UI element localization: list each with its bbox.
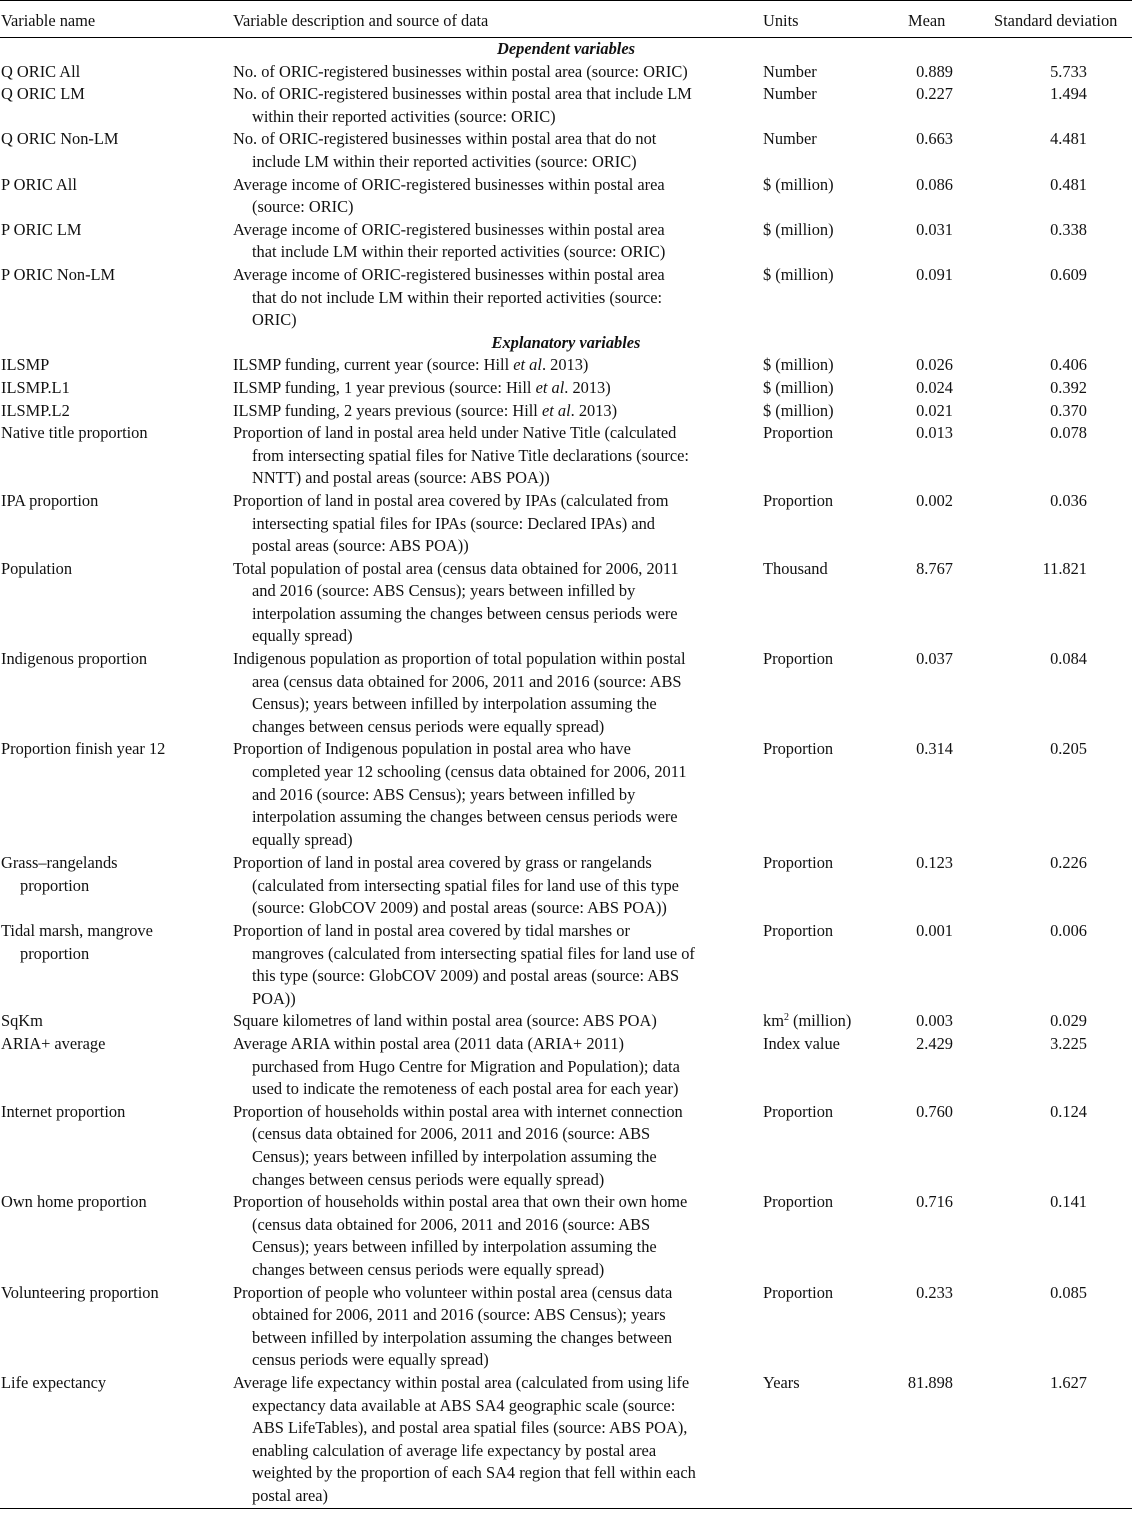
table-row bbox=[0, 400, 1132, 423]
var-units: Years bbox=[763, 1373, 800, 1393]
var-desc: No. of ORIC-registered businesses within postal area that include LM within their reported activities (source: ORIC) bbox=[233, 84, 692, 126]
var-units: Proportion bbox=[763, 853, 834, 873]
var-name: Life expectancy bbox=[1, 1373, 107, 1393]
table-row bbox=[0, 738, 1132, 852]
var-desc: No. of ORIC-registered businesses within postal area that do not include LM within their reported activities (source: ORIC) bbox=[233, 129, 657, 171]
var-desc: Average income of ORIC-registered businesses within postal area that include LM within their reported activities (source: ORIC) bbox=[233, 219, 666, 262]
var-units: $ (million) bbox=[763, 355, 834, 375]
var-sd: 3.225 bbox=[1050, 1034, 1087, 1054]
var-mean: 0.123 bbox=[916, 853, 953, 873]
var-name: SqKm bbox=[1, 1011, 43, 1031]
var-sd: 0.226 bbox=[1050, 853, 1087, 873]
var-units: $ (million) bbox=[763, 264, 834, 284]
var-sd: 0.205 bbox=[1050, 739, 1087, 759]
var-units: Index value bbox=[763, 1034, 840, 1054]
var-units: Proportion bbox=[763, 1101, 834, 1121]
var-sd: 0.609 bbox=[1050, 264, 1087, 284]
var-sd: 1.494 bbox=[1050, 84, 1087, 104]
var-sd: 1.627 bbox=[1050, 1373, 1087, 1393]
var-name: Grass–rangelands proportion bbox=[1, 853, 118, 895]
var-sd: 0.124 bbox=[1050, 1101, 1087, 1121]
var-desc: Indigenous population as proportion of total population within postal area (census data obtained for 2006, 2011 and 2016 (source: ABS Census); years between infilled by interpolation assuming the changes between census periods were equally spread) bbox=[233, 649, 686, 736]
var-desc: ILSMP funding, 1 year previous (source: Hill et al. 2013) bbox=[233, 377, 611, 397]
var-desc: Proportion of Indigenous population in postal area who have completed year 12 schooling (census data obtained for 2006, 2011 and 2016 (source: ABS Census); years between infilled by interpolation assuming the changes between census periods were equally spread) bbox=[233, 739, 687, 849]
var-sd: 0.481 bbox=[1050, 174, 1087, 194]
var-desc: Proportion of land in postal area covered by tidal marshes or mangroves (calculated from intersecting spatial files for land use of this type (source: GlobCOV 2009) and postal areas (source: ABS POA)) bbox=[233, 921, 695, 1008]
table-row bbox=[0, 558, 1132, 648]
var-mean: 0.031 bbox=[916, 219, 953, 239]
var-desc: Proportion of people who volunteer within postal area (census data obtained for 2006, 2011 and 2016 (source: ABS Census); years between infilled by interpolation assuming the changes between census periods were equally spread) bbox=[233, 1282, 673, 1370]
var-mean: 2.429 bbox=[916, 1034, 953, 1054]
var-desc: Proportion of households within postal area with internet connection (census data obtained for 2006, 2011 and 2016 (source: ABS Census); years between infilled by interpolation assuming the changes between census periods were equally spread) bbox=[233, 1101, 683, 1189]
var-units: Proportion bbox=[763, 1282, 834, 1302]
var-sd: 0.406 bbox=[1050, 355, 1087, 375]
var-name: P ORIC LM bbox=[1, 219, 82, 239]
var-mean: 0.003 bbox=[916, 1011, 953, 1031]
table-row bbox=[0, 422, 1132, 490]
var-desc: Average income of ORIC-registered businesses within postal area (source: ORIC) bbox=[233, 174, 665, 217]
var-units: Proportion bbox=[763, 490, 834, 510]
var-mean: 0.086 bbox=[916, 174, 953, 194]
var-desc: Average life expectancy within postal area (calculated from using life expectancy data available at ABS SA4 geographic scale (source: ABS LifeTables), and postal area spatial files (source: ABS POA), enabling calculation of average life expectancy by postal area weighted by the proportion of each SA4 region that fell within each postal area) bbox=[233, 1373, 696, 1505]
header-description: Variable description and source of data bbox=[233, 11, 489, 30]
var-sd: 0.078 bbox=[1050, 423, 1087, 443]
section-title: Dependent variables bbox=[497, 39, 635, 58]
var-sd: 0.370 bbox=[1050, 400, 1087, 420]
var-sd: 0.338 bbox=[1050, 219, 1087, 239]
var-sd: 0.085 bbox=[1050, 1282, 1087, 1302]
var-name: Own home proportion bbox=[1, 1192, 147, 1212]
var-sd: 0.084 bbox=[1050, 649, 1087, 669]
var-mean: 0.013 bbox=[916, 423, 953, 443]
var-name: Q ORIC All bbox=[1, 61, 81, 81]
table-header bbox=[0, 0, 1132, 38]
var-mean: 0.024 bbox=[916, 377, 953, 397]
table-row bbox=[0, 1372, 1132, 1509]
var-sd: 0.141 bbox=[1050, 1192, 1087, 1212]
var-name: ARIA+ average bbox=[1, 1034, 106, 1054]
section-explanatory bbox=[0, 332, 1132, 355]
var-desc: Proportion of land in postal area covered by grass or rangelands (calculated from intersecting spatial files for land use of this type (source: GlobCOV 2009) and postal areas (source: ABS POA)) bbox=[233, 853, 679, 918]
section-dependent bbox=[0, 38, 1132, 61]
var-name: IPA proportion bbox=[1, 490, 99, 510]
table-row bbox=[0, 354, 1132, 377]
table-row bbox=[0, 264, 1132, 332]
table-row bbox=[0, 1282, 1132, 1372]
var-units: Number bbox=[763, 129, 817, 149]
header-units: Units bbox=[763, 11, 799, 30]
var-name: P ORIC All bbox=[1, 174, 77, 194]
var-units: Number bbox=[763, 61, 817, 81]
var-units: $ (million) bbox=[763, 219, 834, 239]
table-row bbox=[0, 83, 1132, 128]
table-row bbox=[0, 648, 1132, 738]
section-title: Explanatory variables bbox=[491, 332, 641, 352]
var-sd: 4.481 bbox=[1050, 129, 1087, 149]
var-units: Number bbox=[763, 84, 817, 104]
var-name: Tidal marsh, mangrove proportion bbox=[1, 921, 153, 963]
var-units: Proportion bbox=[763, 921, 834, 941]
var-mean: 0.716 bbox=[916, 1192, 953, 1212]
var-mean: 0.314 bbox=[916, 739, 953, 759]
var-name: Proportion finish year 12 bbox=[1, 739, 166, 759]
var-name: ILSMP.L1 bbox=[1, 377, 70, 397]
table-row bbox=[0, 377, 1132, 400]
var-mean: 0.091 bbox=[916, 264, 953, 284]
var-sd: 11.821 bbox=[1042, 558, 1087, 578]
var-units: $km^2$ (million) bbox=[763, 1011, 852, 1031]
var-desc: Proportion of households within postal area that own their own home (census data obtained for 2006, 2011 and 2016 (source: ABS Census); years between infilled by interpolation assuming the changes between census periods were equally spread) bbox=[233, 1192, 688, 1280]
var-mean: 0.233 bbox=[916, 1282, 953, 1302]
table-row bbox=[0, 1010, 1132, 1033]
var-sd: 0.006 bbox=[1050, 921, 1087, 941]
var-desc: No. of ORIC-registered businesses within postal area (source: ORIC) bbox=[233, 61, 688, 81]
var-sd: 0.029 bbox=[1050, 1011, 1087, 1031]
table-row bbox=[0, 1191, 1132, 1281]
var-desc: Total population of postal area (census data obtained for 2006, 2011 and 2016 (source: ABS Census); years between infilled by interpolation assuming the changes between census periods were equally spread) bbox=[233, 558, 679, 646]
var-mean: 0.663 bbox=[916, 129, 953, 149]
var-name: P ORIC Non-LM bbox=[1, 264, 116, 284]
var-mean: 8.767 bbox=[916, 558, 953, 578]
var-desc: ILSMP funding, 2 years previous (source: Hill et al. 2013) bbox=[233, 400, 618, 420]
table-row bbox=[0, 1101, 1132, 1191]
var-sd: 0.392 bbox=[1050, 377, 1087, 397]
table-row bbox=[0, 852, 1132, 920]
var-name: Population bbox=[1, 558, 73, 578]
var-mean: 0.002 bbox=[916, 490, 953, 510]
table-row bbox=[0, 490, 1132, 558]
var-mean: 0.889 bbox=[916, 61, 953, 81]
header-sd: Standard deviation bbox=[994, 11, 1118, 30]
var-name: Q ORIC Non-LM bbox=[1, 129, 119, 149]
var-mean: 81.898 bbox=[907, 1373, 953, 1393]
var-units: Proportion bbox=[763, 649, 834, 669]
var-units: Thousand bbox=[763, 558, 828, 578]
table-row bbox=[0, 219, 1132, 264]
var-sd: 5.733 bbox=[1050, 61, 1087, 81]
var-desc: Average income of ORIC-registered businesses within postal area that do not include LM within their reported activities (source: ORIC) bbox=[233, 264, 665, 330]
var-mean: 0.037 bbox=[916, 649, 953, 669]
var-name: Native title proportion bbox=[1, 423, 148, 443]
var-name: Volunteering proportion bbox=[1, 1282, 159, 1302]
var-units: $ (million) bbox=[763, 174, 834, 194]
table-row bbox=[0, 174, 1132, 219]
var-desc: Square kilometres of land within postal area (source: ABS POA) bbox=[233, 1011, 657, 1031]
var-desc: Average ARIA within postal area (2011 data (ARIA+ 2011) purchased from Hugo Centre for Migration and Population); data used to indicate the remoteness of each postal area for each year) bbox=[233, 1034, 680, 1099]
var-units: Proportion bbox=[763, 423, 834, 443]
var-mean: 0.001 bbox=[916, 921, 953, 941]
var-units: Proportion bbox=[763, 739, 834, 759]
var-mean: 0.760 bbox=[916, 1101, 953, 1121]
header-mean: Mean bbox=[908, 11, 946, 30]
var-name: Q ORIC LM bbox=[1, 84, 85, 104]
var-mean: 0.227 bbox=[916, 84, 953, 104]
table-row bbox=[0, 920, 1132, 1010]
var-mean: 0.021 bbox=[916, 400, 953, 420]
var-sd: 0.036 bbox=[1050, 490, 1087, 510]
var-name: Indigenous proportion bbox=[1, 649, 148, 669]
var-name: Internet proportion bbox=[1, 1101, 126, 1121]
var-desc: Proportion of land in postal area held under Native Title (calculated from intersecting spatial files for Native Title declarations (source: NNTT) and postal areas (source: ABS POA)) bbox=[233, 423, 689, 488]
header-variable-name: Variable name bbox=[1, 11, 96, 30]
var-name: ILSMP.L2 bbox=[1, 400, 70, 420]
var-desc: Proportion of land in postal area covered by IPAs (calculated from intersecting spatial files for IPAs (source: Declared IPAs) and postal areas (source: ABS POA)) bbox=[233, 490, 669, 556]
var-mean: 0.026 bbox=[916, 355, 953, 375]
var-units: Proportion bbox=[763, 1192, 834, 1212]
table-row bbox=[0, 128, 1132, 173]
var-name: ILSMP bbox=[1, 355, 50, 375]
table-row bbox=[0, 61, 1132, 84]
var-units: $ (million) bbox=[763, 377, 834, 397]
var-desc: ILSMP funding, current year (source: Hill et al. 2013) bbox=[233, 355, 589, 375]
var-units: $ (million) bbox=[763, 400, 834, 420]
table-row bbox=[0, 1033, 1132, 1101]
